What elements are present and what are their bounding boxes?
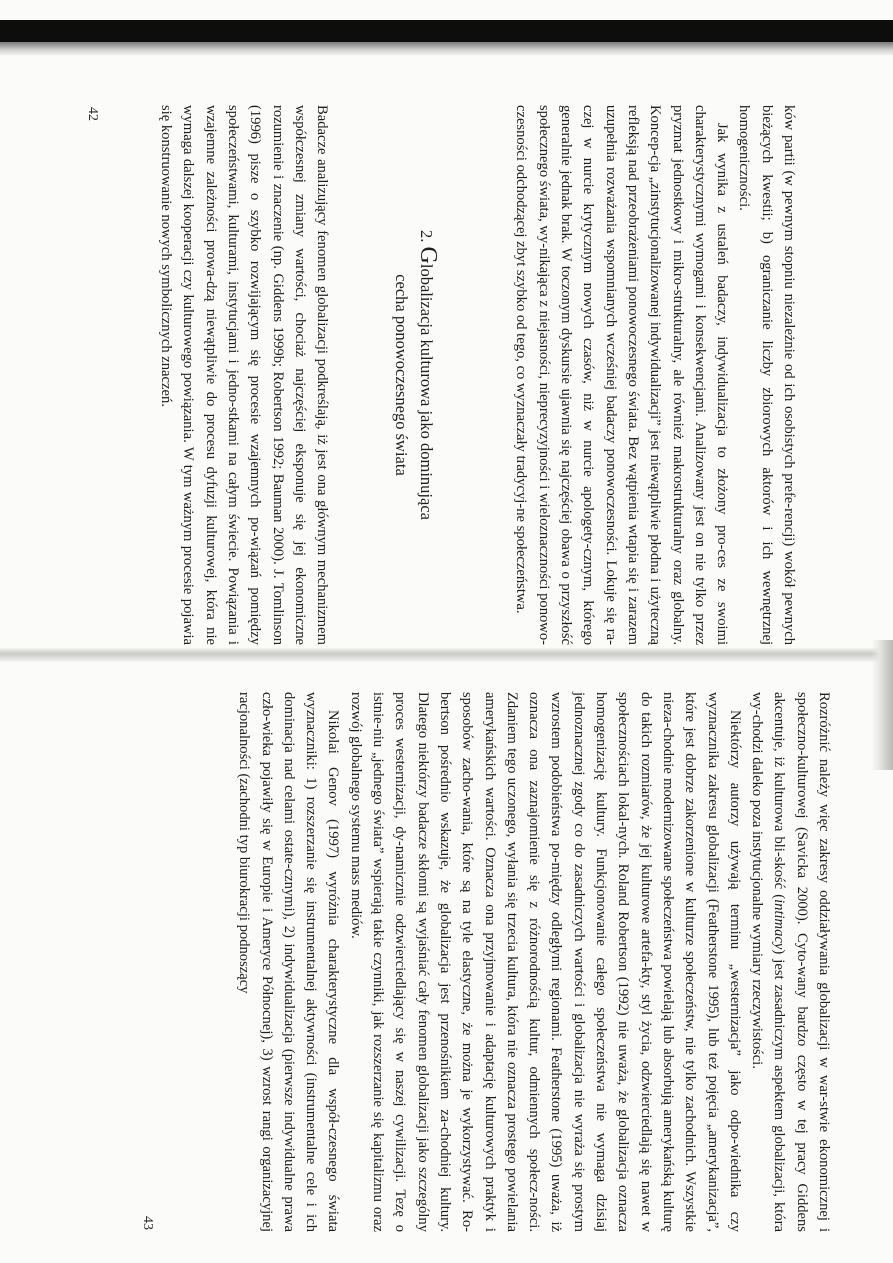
page-number: 42 [85, 107, 100, 121]
scanner-edge-fade [0, 42, 893, 56]
page-43 [135, 692, 835, 1232]
paragraph: Jak wynika z ustaleń badaczy, indywidualizacja to złożony pro-ces ze swoimi charakterystycznymi wymogami i konsekwencjami. Analizowany jest on nie tylko przez pryzmat jednostkowy i mikro-strukturalny, ale również makrostrukturalny oraz globalny. Koncep-cja „zinstytucjonalizowanej indywidualizacji” jest niewątpliwie płodna i użyteczną refleksją nad przeobrażeniami ponowoczesnego świata. Bez wątpienia wtapia się i zarazem uzupełnia rozważania wspomnianych wcześniej badaczy ponowoczesności. Lokuje się ra-czej w nurcie krytycznym nowych czasów, niż w nurcie apologety-cznym, którego generalnie jednak brak. W toczonym dyskursie ujawnia się najczęściej obawa o przyszłość społecznego świata, wy-nikająca z niejasności, nieprecyzyjności i wieloznaczności ponowo-czesności odchodzącej zbyt szybko od tego, co wyznaczały tradycyj-ne społeczeństwa. [513, 105, 731, 645]
emphasized-term: intimacy [771, 899, 788, 950]
paragraph: ków partii (w pewnym stopniu niezależnie od ich osobistych prefe-rencji) wokół pewnych bieżących kwestii; b) ograniczanie liczby zbiorowych aktorów i ich wewnętrznej homogeniczności. [736, 105, 797, 645]
paragraph [746, 692, 835, 1232]
paragraph: Nikolai Genov (1997) wyróżnia charakterystyczne dla współ-czesnego świata wyznaczniki: 1) rozszerzanie się instrumentalnej aktywności (instrumentalne cele i ich dominacja nad celami ostate-cznymi), 2) indywidualizacja (pierwsze indywidualne prawa czło-wieka pojawiły się w Europie i Ameryce Północnej), 3) wzrost rangi organizacyjnej racjonalności (zachodni typ biurokracji podnoszący [236, 692, 342, 1232]
page-42-text [155, 105, 800, 645]
paragraph-text: Rozróżnić należy więc zakresy oddziaływania globalizacji w war-stwie ekonomicznej i społeczno-kulturowej (Savicka 2000). Cyto-wany bardzo często w tej pracy Giddens akcentuje, iż kulturowa bli-skość ( [771, 692, 832, 1232]
paragraph: Niektórzy autorzy używają terminu „westernizacja” jako odpo-wiednika czy wyznacznika zakresu globalizacji (Featherstone 1995), lub też pojęcia „amerykanizacja”, które jest dobrze zakorzenione w kulturze społeczeństw, nie tylko zachodnich. Wszystkie nieza-chodnie modernizowane społeczeństwa powielają lub absorbują amerykańską kulturę do takich rozmiarów, że jej kulturowe artefa-kty, styl życia, odzwierciedlają się nawet w społecznościach lokal-nych. Roland Robertson (1992) nie uważa, że globalizacja oznacza homogenizację kultury. Funkcjonowanie całego społeczeństwa nie wymaga dzisiaj jednoznacznej zgody co do zasadniczych wartości i globalizacja nie wyraża się prostym wzrostem podobieństwa po-między odległymi regionami. Featherstone (1995) uważa, iż oznacza ona zaznajomienie się z różnorodnością kultur, odmiennych społecz-ności. Zdaniem tego uczonego, wyłania się trzecia kultura, która nie oznacza prostego powielania amerykańskich wartości. Oznacza ona przyjmowanie i adaptację kulturowych praktyk i sposobów zacho-wania, które są na tyle elastyczne, że można je wykorzystywać. Ro-bertson pośrednio wskazuje, że globalizacja jest przenośnikiem za-chodniej kultury. Dlatego niektórzy badacze skłonni są wyjaśniać cały fenomen globalizacji jako szczególny proces westernizacji, dy-namicznie odzwierciedlający się w naszej cywilizacji. Tezę o istnie-niu „jednego świata” wspierają takie czynniki, jak rozszerzanie się kapitalizmu oraz rozwój globalnego systemu mass mediów. [347, 692, 743, 1232]
section-title-line-1: lobalizacja kulturowa jako dominująca [417, 263, 437, 520]
page-43-text [233, 692, 835, 1232]
paragraph: Badacze analizujący fenomen globalizacji podkreślają, iż jest ona głównym mechanizmem współczesnej zmiany wartości, chociaż najczęściej eksponuje się jej ekonomiczne rozumienie i znaczenie (np. Giddens 1999b; Robertson 1992; Bauman 2000). J. Tomlinson (1996) pisze o szybko rozwijającym się procesie wzajemnych po-wiązań pomiędzy społeczeństwami, kulturami, instytucjami i jedno-stkami na całym świecie. Powiązania i wzajemne zależności prowa-dzą niewątpliwie do procesu dyfuzji kulturowej, która nie wymaga dalszej kooperacji czy kulturowego powiązania. W tym ważnym procesie pojawia się konstruowanie nowych symbolicznych znaczeń. [158, 105, 331, 645]
section-title-initial: G [415, 246, 442, 264]
section-heading-line-1 [414, 105, 440, 645]
scanner-edge-shadow [0, 20, 893, 42]
paragraph-text: ) jest zasadniczym aspektem globalizacji, która wy-chodzi daleko poza instytucjonalne wymiary rzeczywistości. [749, 692, 788, 1232]
section-title-line-2: cecha ponowoczesnego świata [392, 274, 412, 476]
section-heading [389, 105, 440, 645]
page-number: 43 [140, 1216, 155, 1230]
section-number: 2. [417, 230, 437, 243]
page-42 [85, 105, 800, 645]
book-spine-shadow [0, 648, 893, 662]
page-edge-shadow [871, 640, 893, 770]
